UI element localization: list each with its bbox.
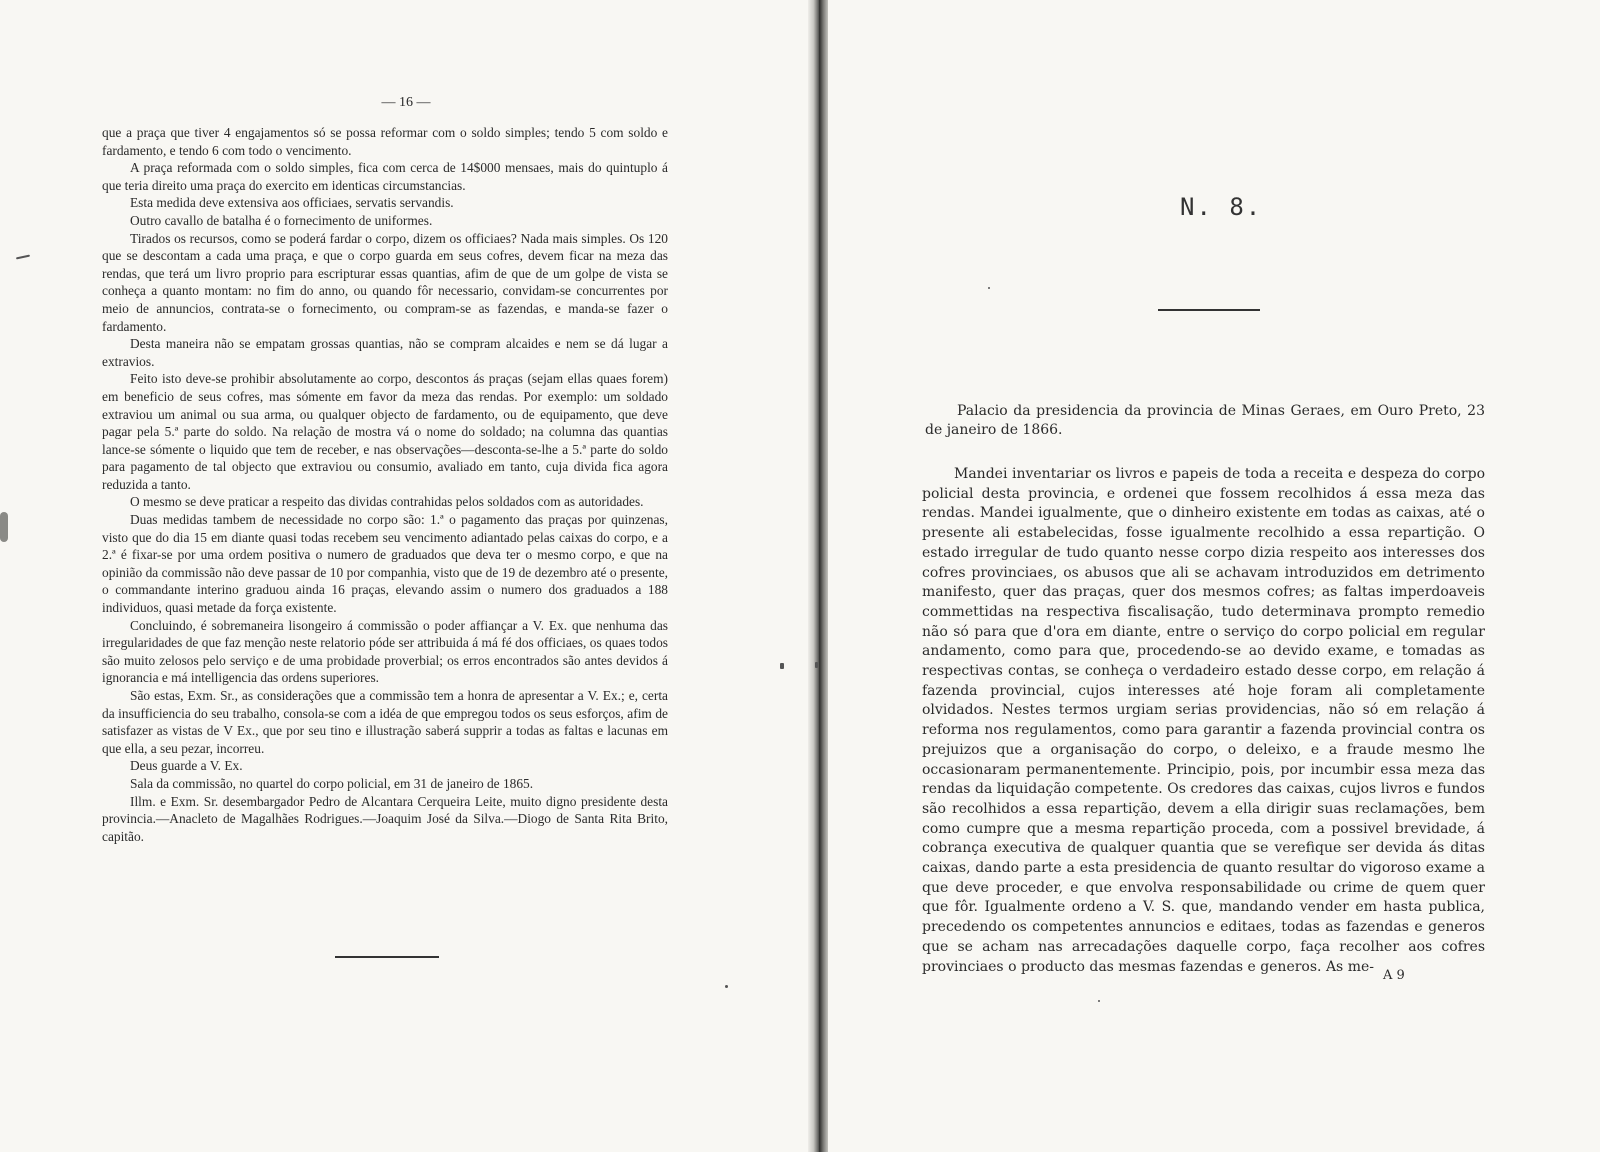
- left-paragraph: Deus guarde a V. Ex.: [130, 758, 243, 774]
- left-paragraph: Sala da commissão, no quartel do corpo policial, em 31 de janeiro de 1865.: [130, 775, 534, 791]
- left-paragraph: Illm. e Exm. Sr. desembargador Pedro de Alcantara Cerqueira Leite, muito digno presidente desta provincia.—Anacleto de Magalhães Rodrigues.—Joaquim José da Silva.—Diogo de Santa Rita Brito, capitão.: [102, 793, 668, 844]
- scan-speck: [780, 663, 784, 669]
- page-number: — 16 —: [381, 95, 431, 110]
- left-paragraph: Tirados os recursos, como se poderá fardar o corpo, dizem os officiaes? Nada mais simples. Os 120 que se descontam a cada uma praça, e que o corpo guarda em seus cofres, devem ficar na meza das rendas, que terá um livro proprio para escripturar essas quantias, afim de que de um golpe de vista se conheça a quanto montam: no fim do anno, ou quando fôr necessario, convidam-se concurrentes por meio de annuncios, contrata-se o fornecimento, ou compram-se as fazendas, e manda-se fazer o fardamento.: [102, 230, 668, 334]
- letter-body: [922, 465, 1485, 977]
- left-paragraph: Outro cavallo de batalha é o fornecimento de uniformes.: [130, 212, 433, 228]
- book-gutter: [808, 0, 830, 1152]
- left-paragraph: Esta medida deve extensiva aos officiaes, servatis servandis.: [130, 195, 454, 211]
- left-paragraph: Concluindo, é sobremaneira lisongeiro á commissão o poder affiançar a V. Ex. que nenhuma das irregularidades de que faz menção neste relatorio póde ser attribuida á má fé dos officiaes, os quaes todos são muito zelosos pelo serviço e de uma probidade proverbial; os erros encontrados são antes devidos á ignorancia e má intelligencia das ordens superiores.: [102, 617, 668, 686]
- signature-mark: A 9: [1383, 968, 1405, 983]
- closing-rule: [335, 956, 439, 958]
- letter-body-text: Mandei inventariar os livros e papeis de toda a receita e despeza do corpo policial desta provincia, e ordenei que fossem recolhidos á essa meza das rendas. Mandei igualmente, que o dinheiro existente em todas as caixas, até o presente ali estabelecidas, fosse igualmente recolhido a essa repartição. O estado irregular de tudo quanto nesse corpo dizia respeito aos interesses dos cofres provinciaes, os abusos que ali se achavam introduzidos em detrimento manifesto, quer das praças, quer dos mesmos cofres; as faltas imperdoaveis commettidas na respectiva fiscalisação, tudo determinava prompto remedio não só para que d'ora em diante, entre o serviço do corpo policial em regular andamento, como para que, procedendo-se ao devido exame, e tomadas as respectivas contas, se conheça o verdadeiro estado desse corpo, em relação á fazenda provincial, cujos interesses até hoje foram ali completamente olvidados. Nestes termos urgiam serias providencias, não só em relação á reforma nos regulamentos, como para garantir a fazenda provincial contra os prejuizos que a organisação do corpo, o deleixo, e a fraude mesmo lhe occasionaram permanentemente. Principio, pois, por incumbir essa meza das rendas da liquidação competente. Os credores das caixas, cujos livros e fundos são recolhidos a essa repartição, devem a ella dirigir suas reclamações, bem como cumpre que a mesma repartição proceda, com a possivel brevidade, á cobrança executiva de qualquer quantia que se verefique ser devida ás ditas caixas, dando parte a esta presidencia de quanto resultar do vigoroso exame a que deve proceder, e que envolva responsabilidade ou crime de quem quer que fôr. Igualmente ordeno a V. S. que, mandando vender em hasta publica, precedendo os competentes annuncios e editaes, todas as fazendas e generos que se acham nas arrecadações daquelle corpo, faça recolher aos cofres provinciaes o producto das mesmas fazendas e generos. As me-: [922, 466, 1485, 975]
- scan-speck: [988, 287, 990, 289]
- left-paragraph: Feito isto deve-se prohibir absolutamente ao corpo, descontos ás praças (sejam ellas quaes forem) em beneficio de seus cofres, mas sómente em favor da meza das rendas. Por exemplo: um soldado extraviou um animal ou sua arma, ou qualquer objecto de fardamento, ou de equipamento, que deve pagar pela 5.ª parte do soldo. Na relação de mostra vá o nome do soldado; na columna das quantias lance-se sómente o liquido que tem de receber, e nas observações—desconta-se-lhe a 5.ª parte do soldo para pagamento de tal objecto que extraviou ou consumio, avaliado em tanto, cuja divida fica agora reduzida a tanto.: [102, 371, 668, 492]
- header-rule: [1158, 309, 1260, 311]
- left-paragraph: A praça reformada com o soldo simples, fica com cerca de 14$000 mensaes, mais do quintuplo á que teria direito uma praça do exercito em identicas circumstancias.: [102, 160, 668, 193]
- left-paragraph: São estas, Exm. Sr., as considerações que a commissão tem a honra de apresentar a V. Ex.; e, certa da insufficiencia do seu trabalho, consola-se com a idéa de que empregou todos os seus esforços, afim de satisfazer as vistas de V Ex., que por seu tino e illustração saberá supprir a todas as faltas e lacunas em que ella, a seu pezar, incorreu.: [102, 688, 668, 756]
- left-paragraph: que a praça que tiver 4 engajamentos só se possa reformar com o soldo simples; tendo 5 com soldo e fardamento, e tendo 6 com todo o vencimento.: [102, 125, 668, 158]
- scan-speck: [815, 662, 818, 668]
- scan-speck: [0, 512, 8, 542]
- scan-speck: [725, 985, 728, 988]
- letter-dateline: [925, 402, 1485, 440]
- left-paragraph: O mesmo se deve praticar a respeito das dividas contrahidas pelos soldados com as autoridades.: [130, 494, 644, 510]
- left-page-body: [102, 124, 668, 845]
- left-paragraph: Desta maneira não se empatam grossas quantias, não se compram alcaides e nem se dá lugar a extravios.: [102, 336, 668, 369]
- left-paragraph: Duas medidas tambem de necessidade no corpo são: 1.ª o pagamento das praças por quinzenas, visto que do dia 15 em diante quasi todas recebem seu vencimento adiantado pelas caixas do corpo, e a 2.ª é fixar-se por uma ordem positiva o numero de graduados que deva ter o mesmo corpo, e que na opinião da commissão não deve passar de 10 por companhia, visto que de 19 de dezembro até o presente, o commandante interino graduou ainda 16 praças, elevando assim o numero dos graduados a 188 individuos, quasi metade da força existente.: [102, 512, 668, 616]
- scan-speck: [1098, 1000, 1100, 1002]
- document-number: N. 8.: [1180, 193, 1263, 221]
- dateline-text: Palacio da presidencia da provincia de Minas Geraes, em Ouro Preto, 23 de janeiro de 1866.: [925, 403, 1485, 438]
